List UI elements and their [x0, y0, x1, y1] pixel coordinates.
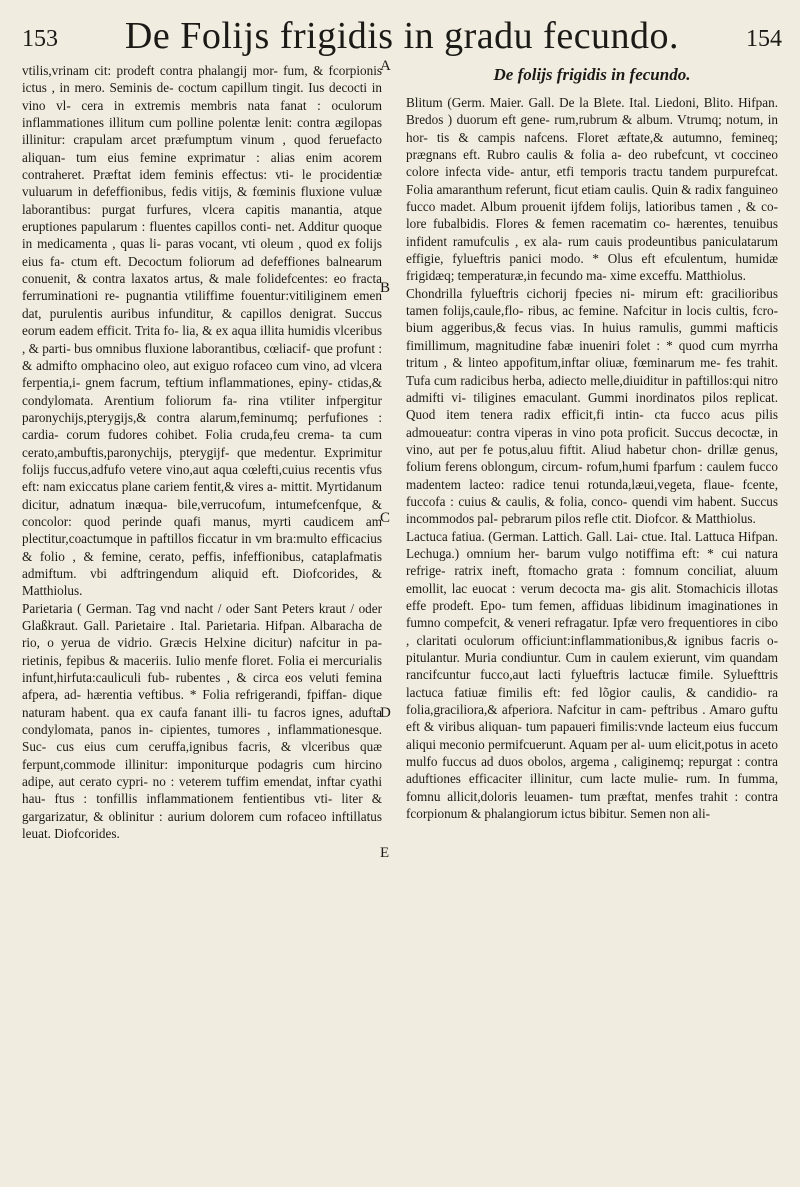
left-column [22, 62, 382, 842]
text-paragraph: Chondrilla fylueftris cichorij fpecies ni- mirum eft: gracilioribus tamen folijs,caule,flo- ribus, ac femine. Nafcitur in locis cultis, fcro- bium aggeribus,& fecus vias. In huius ramulis, gummi mafticis fimillimum, magnitudine fabæ inueniri folet : * quod cum myrrha tritum , & linteo appofitum,inftar oliuæ, fœminarum me- fes trahit. Tufa cum radicibus herba, adiecto melle,diuiditur in paftillos:qui nitro admifti vi- tiligines emaculant. Gummi inordinatos pilos replicat. Quod item tenera radix efficit,fi intin- cta fucco acus pilis admoueatur: contra viperas in vino pota proficit. Succus decoctæ, in vino, aut per fe potus,aluu fiftit. Aliud habetur chon- drillæ genus, folium ferens oblongum, circum- rofum,humi fparfum : caulem fucco madentem lacteo: radice tenui rotunda,læui,vegeta, flaue- fcente, fuccofa : cuius & caulis, & folia, conco- quendi vim habent. Succus incommodos pal- pebrarum pilos refle ctit. Diofcor. & Matthiolus. [406, 285, 778, 527]
right-column [406, 62, 778, 822]
page-header [22, 8, 782, 56]
margin-marker-b: B [380, 280, 391, 296]
margin-marker-d: D [380, 705, 391, 721]
margin-marker-c: C [380, 510, 391, 526]
text-paragraph: vtilis,vrinam cit: prodeft contra phalangij mor- fum, & fcorpionis ictus , in mero. Seminis de- coctum capillum tingit. Ius decocti in vino vl- cera in extremis membris nata fanat : oculorum inflammationes illitum cum polline polentæ lenit: contra ægilopas illinitur: crapulam arcet præfumptum vinum , quod feruefacto aliquan- tum eius femine exprimatur : alias enim acorem contraheret. Præftat idem feminis effectus: vti- le procidentiæ vuluarum in defeffionibus, fedis vitijs, & fœminis fluxione vuluæ laborantibus: purgat furfures, vlcera capitis manantia, atque eruptiones papularum : fluentes capillos conti- net. Additur quoque in medicamenta , quas li- paras vocant, vti oleum , quod ex folijs eius fa- ctum eft. Decoctum foliorum ad defeffiones balnearum conuenit, & contra laxatos artus, & male folidefcentes: eo fracta ferruminationi re- pugnantia vtiliffime fouentur:vitiliginem emen dat, purulentis auribus infunditur, & capillos denigrat. Succus eorum eadem efficit. Trita fo- lia, & ex aqua illita humidis vlceribus , & parti- bus omnibus fluxione laborantibus, cœliacif- que profunt : & admifto omphacino oleo, aut exiguo rofaceo cum vino, ad vlcera ferpentia,i- gnem facrum, teftium inflammationes, epiny- ctidas,& condylomata. Arentium foliorum fa- rina vtiliter infpergitur paronychijs,pterygijs,& contra alarum,feminumq; perfufiones : cardia- corum fudores cohibet. Folia cruda,feu crema- ta cum cerato,ambuftis,paronychijs, pterygijf- que medentur. Exprimitur folijs fuccus,adfufo vetere vino,aut aqua cœlefti,cuius recentis vfus eft: nam exiccatus plane cariem fentit,& vires a- mittit. Myrtidanum dicitur, adnatum inæqua- bile,verrucofum, intumefcenfque, & concolor: quod perinde quafi manus, myrti caudicem am plectitur,coactumque in paftillos ficcatur in vm bra:multo efficacius & folio , & femine, cerato, peffis, infeffionibus, cataplafmatis admiftum. vbi adftringendum aliquid eft. Diofcorides, & Matthiolus. [22, 63, 382, 599]
margin-marker-a: A [380, 58, 391, 74]
running-title: De Folijs frigidis in gradu fecundo. [124, 15, 680, 57]
page-number-right: 154 [746, 26, 782, 52]
column-gutter [380, 58, 391, 1120]
text-paragraph: Blitum (Germ. Maier. Gall. De la Blete. Ital. Liedoni, Blito. Hifpan. Bredos ) duorum eft gene- rum,rubrum & album. Vtrumq; notum, in hor- tis & campis nafcens. Floret æftate,& autumno, femineq; prægnans eft. Rubro caulis & folia a- deo rubefcunt, vt coccineo colore infecta vide- antur, etfi temporis tractu tandem purpurefcat. Folia amaranthum referunt, ficut etiam caulis. Quin & radix fanguineo fucco madet. Album prouenit ijfdem folijs, latioribus tamen , & co- lore fubalbidis. Flores & femen racematim co- hærentes, tenuibus infident ramufculis , ex ala- rum cauis prodeuntibus paniculatarum effigie, fylueftris panici modo. * Olus eft efculentum, humidæ frigidæq; temperaturæ,in fecundo ma- xime exceffu. Matthiolus. [406, 95, 778, 284]
text-paragraph: Lactuca fatiua. (German. Lattich. Gall. Lai- ctue. Ital. Lattuca Hifpan. Lechuga.) omnium her- barum vulgo notiffima eft: * cui natura refrige- ratrix ineft, ftomacho grata : fomnum conciliat, aluum emollit, lac euocat : verum decocta ma- gis alit. Stomachicis illotas effe prodeft. Epo- tum femen, affiduas libidinum imaginationes in fumno compefcit, & veneri refragatur. Ipfæ vero frequentiores in cibo , claritati oculorum officiunt:inflammationibus,& ignibus facris o- pitulantur. Muria condiuntur. Cum in caulem exierunt, vim quandam rancifcuntur fucco,aut lacti fylueftris lactucæ fimile. Syluefttris lactuca fatiuæ fimilis eft: fed lõgior caulis, & candidio- ra folia,graciliora,& afperiora. Nafcitur in cam- peftribus . Amaro guftu eft & viribus aliquan- tum papaueri fimilis:vnde lacteum eius fuccum aliqui meconio permifcuerunt. Aquam per al- uum elicit,potus in aceto mulfo fuccus ad duos obolos, argema , caliginemq; repurgat : contra aduftiones efficaciter illinitur, cum lacte mulie- rum. In fumma, fomnu allicit,doloris leuamen- tum præftat, menfes trahit : contra fcorpionum & phalangiorum ictus bibitur. Semen non ali- [406, 528, 778, 822]
section-heading: De folijs frigidis in fecundo. [493, 65, 691, 84]
page-number-left: 153 [22, 26, 58, 52]
margin-marker-e: E [380, 845, 390, 861]
text-paragraph: Parietaria ( German. Tag vnd nacht / oder Sant Peters kraut / oder Glaßkraut. Gall. Parietaire . Ital. Parietaria. Hifpan. Albaracha de rio, o yerua de vidrio. Græcis Helxine dicitur) nafcitur in pa- rietinis, fepibus & maceriis. Iulio menfe floret. Folia ei mercurialis infunt,hirfuta:cauliculi fub- rubentes , & circa eos veluti femina afpera, ad- hærentia veftibus. * Folia refrigerandi, fpiffan- dique naturam habent. qua ex caufa fanant illi- tu facros ignes, adufta condylomata, panos in- cipientes, tumores , inflammationesque. Suc- cus eius cum ceruffa,ignibus facris, & vlceribus quæ ferpunt,commode illinitur: imponiturque podagris cum hircino adipe, aut cerato cypri- no : veterem tuffim emendat, inftar cyathi hau- ftus : tonfillis inflammationem fentientibus vti- liter & gargarizatur, & oblinitur : aurium dolorem cum rofaceo inftillatus leuat. Diofcorides. [22, 600, 382, 842]
